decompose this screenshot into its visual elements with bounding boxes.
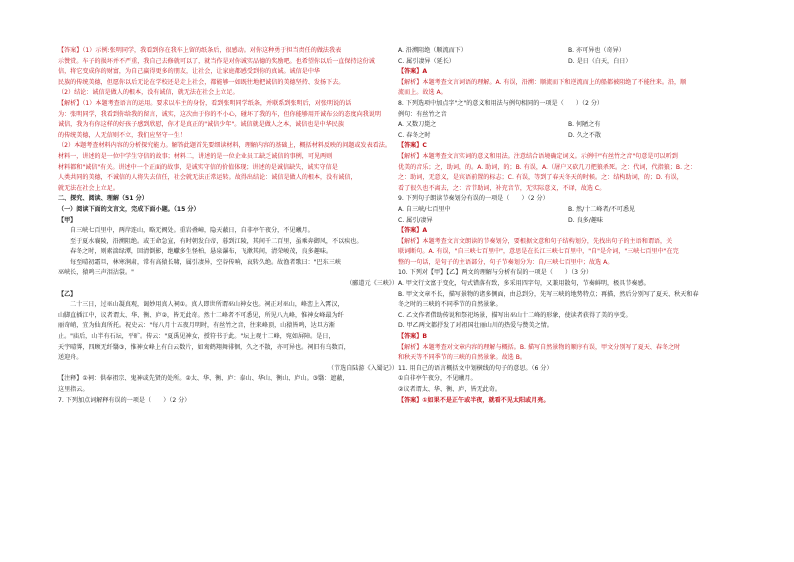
passage-line: 巫峡长，猿鸣三声泪沾裳。" [58,269,134,277]
answer-line: 【答案】①如果不是正午或半夜，就看不见太阳或月亮。 [398,396,550,404]
analysis-line: 看了很久也不离去，之：音节助词，补充音节，无实际意义，不译，故选 C。 [398,184,606,192]
text-line: 材料都和"诚信"有关。讲述中一个正面的故事，是诚实守信的价值体现；讲述的是诚信缺失，诚实守信是 [58,163,338,171]
option-b: B. 然/十二峰者/不可悉见 [568,205,636,213]
options-row [398,205,738,216]
question-heading: （一）阅读下面的文言文，完成下面小题。（15 分） [58,205,200,213]
analysis-line: 联词断句。A. 有误，"自三峡七百里中"，意思是在长江三峡七百里中，"自"是介词，"三峡七百里中"在完 [398,248,679,256]
question-11: 11. 用自己的语言概括文中划横线的句子的意思。（6 分） [398,364,553,372]
text-line: （2）本题考查材料内容的分析探究能力。解答此题首先要细读材料，理解内容的基础上，概括材料反映的问题或发表看法。 [58,142,391,150]
options-row [398,120,738,131]
analysis-line: 【解析】本题考查对文章内容的理解与概括。B. 描写自然景物的顺序有误，甲文分别写了夏天、春冬之时 [398,343,681,351]
passage-line: 自三峡七百里中，两岸连山，略无阙处。重岩叠嶂，隐天蔽日，自非亭午夜分，不见曦月。 [70,227,314,235]
left-column [58,46,398,406]
analysis-line: 整的一句话，是句子的主语部分，句子节奏划分为：自/三峡七百里中；故选 A。 [398,258,614,266]
passage-line: 丽奇峭，宜为仙真所托。祝史云："每八月十五夜月明时，有丝竹之音，往来峰顶，山猿皆鸣，达旦方渐 [58,322,336,330]
sentence-2: ②议者谓太、华、衡、庐，皆无此奇。 [398,386,501,393]
text-line: （2）结论：诚信是做人的根本，没有诚信，就无法在社会上立足。 [58,89,239,97]
passage-line: 山脚直插江中，议者谓太、华、衡、庐②，皆无此奇。然十二峰者不可悉见，所见八九峰，惟神女峰最为纤 [58,311,344,319]
option-d: D. 久之不散 [568,131,601,139]
text-line: 信，将它变成你的财富，为自己赢得更多的朋友，让社会，让家庭都感受到你的真诚。诚信是中华 [58,68,321,76]
right-column [398,46,738,406]
text-line: 民族的传统美德，但愿你以后无论在学校还是走上社会，都能够一如既往地把诚信的美德坚持、发扬下去。 [58,78,345,86]
source-citation: （郦道元《三峡》） [346,280,398,288]
answer-line: 【答案】A [398,227,428,235]
passage-line: 天宇晴霁，四顾无纤翳③，惟神女峰上有白云数片，如鸾鹤翔舞徘徊，久之不散，亦可异也。祠旧有乌数百， [58,343,350,351]
analysis-line: 【解析】本题考查文言实词的意义和用法。注意结合语境确定词义。示例中"有丝竹之音"句意是可以听到 [398,152,678,160]
analysis-line: 和秋天等不同季节的三峡的自然景象。故选 B。 [398,354,526,362]
answer-line: 【答案】A [398,68,428,76]
analysis-line: 优美的音乐；之，助词，的。A. 助词，的；B. 有误，A.（屠户又砍几刀把狼杀死。之：代词，代指狼；B. 之： [398,163,697,171]
source-citation: （节选自陆游《入蜀记》） [327,364,398,372]
text-line: 材料一，讲述的是一位中学生守信的故事；材料二，讲述的是一位企业员工缺乏诚信的事例，可见两则 [58,152,333,160]
option-a: A. 又数刀毙之 [398,121,437,129]
analysis-line: 【解析】本题考查文言词语的理解。A. 有误，沿溯：顺流而下和逆流而上的船都被阻绝了不能往来。沿，顺 [398,78,687,86]
option-c: C. 属引凄异（延长） [398,57,455,65]
option-d: D. 是日（白天，白日） [568,57,632,65]
analysis-line: 【解析】本题考查文言文朗读的节奏划分，要根据文意和句子结构划分，先找出句子的主语和谓语，关 [398,237,673,245]
note-line: 【注释】①祠：供奉祖宗、鬼神或先贤的处所。②太、华、衡、庐：泰山、华山、衡山、庐山。③翳：遮蔽， [58,375,349,383]
analysis-line: 之：助词，无意义，是宾语前置的标志；C. 有误，等到了春天冬天的时候。之：结构助词，的；D. 有误， [398,174,683,182]
option-c: C. 春冬之时 [398,131,431,139]
text-line: 就无法在社会上立足。 [58,184,119,192]
options-row [398,216,738,227]
question-9: 9. 下列句子朗读节奏划分有误的一项是（ ）（2 分） [398,195,549,203]
passage-line: 春冬之时，则素湍绿潭，回清倒影，绝巘多生怪柏，悬泉瀑布，飞漱其间，清荣峻茂，良多趣味。 [70,248,333,256]
question-7: 7. 下列加点词解释有误的一项是（ ）（2 分） [58,396,191,404]
note-line: 这里指云。 [58,386,89,393]
option-d: D. 甲乙两文都抒发了对祖国壮丽山川的热爱与赞美之情。 [398,322,553,330]
text-line: 示赞赏。车子的损坏并不严重，我自己去修就可以了，就当作是对你诚实品德的奖励吧。也希望你以后一直保持这份诚 [58,57,375,65]
answer-line: 【答案】B [398,333,428,341]
option-c: C. 属引/凄异 [398,216,433,224]
example-sentence: 例句：有丝竹之音 [398,110,447,118]
section-heading: 二、探究、阅读、理解（51 分） [58,195,148,203]
passage-line: 每至晴初霜旦，林寒涧肃，常有高猿长啸，属引凄异，空谷传响，哀转久绝。故渔者歌曰："巴东三峡 [70,258,341,266]
passage-jia-label: 【甲】 [58,216,77,224]
analysis-line: 流而上。故选 A。 [398,89,447,97]
passage-line: 止。"庙后，山半有石坛，平旷。传云："夏禹见神女，授符书于此。"坛上观十二峰，宛如屏障。是日， [58,333,335,341]
option-a: A. 沿溯阻绝（顺流而下） [398,47,467,54]
options-row [398,46,738,57]
option-c: C. 乙文作者借助传说和祭祀场景，描写出巫山十二峰的形象，使读者获得了美的享受。 [398,311,632,319]
text-line: 为：张明同学，我看到你给我的留言，诚实，这次由于你的不小心，碰坏了我的车，但你能够用开诚布公的态度向我说明 [58,110,381,118]
options-row [398,131,738,142]
option-b: B. 甲文文章不长，描写景物的诸多侧面，由总到分，先写三峡的地势特点；再描，然后分别写了夏天、秋天和春 [398,290,699,298]
passage-line: 送迎舟。 [58,354,83,362]
passage-yi-label: 【乙】 [58,290,77,298]
text-line: 的传统美德，人无信则不立，我们应坚守一生！ [58,131,186,139]
answer-line: 【答案】C [398,142,427,150]
answer-line [58,46,398,57]
question-8: 8. 下列选项中加点字"之"的意义和用法与例句相同的一项是（ ）（2 分） [398,99,604,107]
sentence-1: ①自非亭午夜分，不见曦月。 [398,375,477,383]
option-a: A. 自三峡/七百里中 [398,205,451,213]
passage-line: 二十三日，过巫山凝真观，谒妙用真人祠①。真人即世所谓巫山神女也。祠正对巫山，峰峦上入霄汉， [70,301,344,309]
option-b: B. 亦可异也（奇异） [568,47,625,54]
question-10: 10. 下列对【甲】【乙】两文的理解与分析有误的一项是（ ）（3 分） [398,269,593,277]
options-row [398,57,738,68]
text-line: 诚信，我为有你这样的好孩子感到欣慰，你才是真正的"诚信少年"。诚信就是做人之本，诚信也是中华民族 [58,121,344,129]
text-line: 【答案】（1）示例:张明同学，我看到你在我车上留的纸条后，很感动。对你这种勇于担当责任的做法我表 [58,47,342,54]
option-a: A. 甲文行文富于变化，句式错落有致，多采用四字句，又兼用散句，节奏鲜明，极具节奏感。 [398,280,650,288]
text-line: 【解析】（1）本题考查语言的运用。要求以车主的身份，看到张明同学纸条，并联系到张明后，对张明说的话 [58,99,352,107]
passage-line: 至于夏水襄陵，沿溯阻绝。或王命急宣，有时朝发白帝，暮到江陵，其间千二百里，虽乘奔御风，不以疾也。 [70,237,363,245]
option-b-cont: 冬之时的三峡的不同季节的自然景象。 [398,301,502,309]
option-b: B. 何陋之有 [568,121,601,129]
option-d: D. 良多/趣味 [568,216,603,224]
text-line: 人类共同的美德，不诚信的人将失去信任，社会就无法正常运转。故得出结论：诚信是做人的根本，没有诚信， [58,174,357,182]
